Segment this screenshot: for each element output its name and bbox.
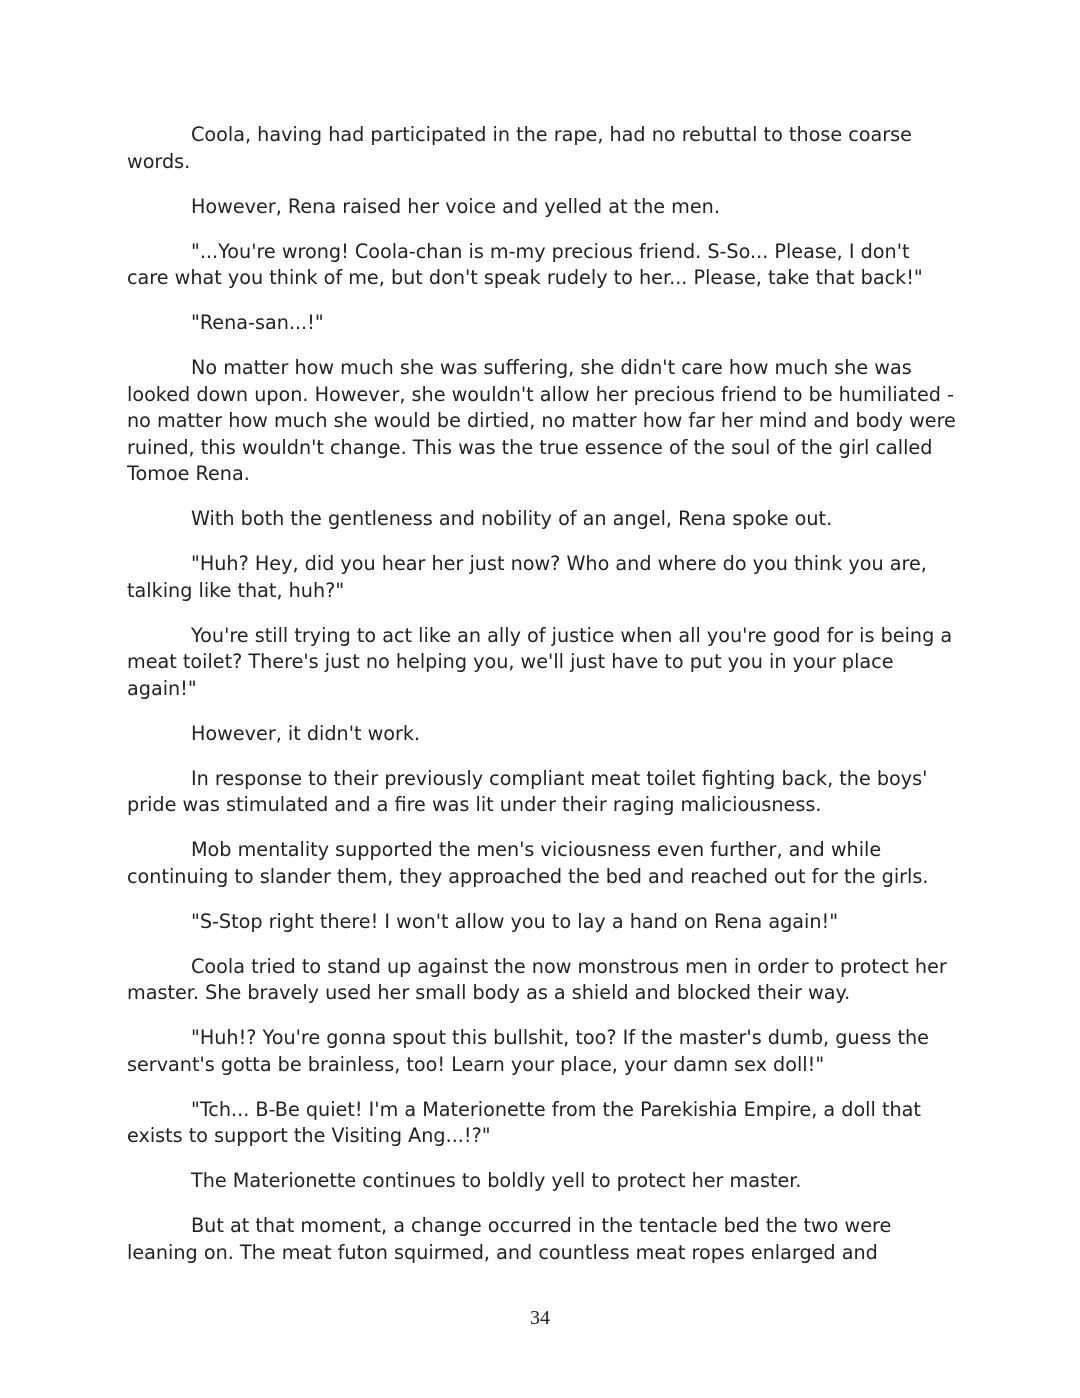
paragraph: Coola, having had participated in the rape, had no rebuttal to those coarse words. — [127, 123, 912, 173]
paragraph: But at that moment, a change occurred in the tentacle bed the two were leaning on. The meat futon squirmed, and countless meat ropes enlarged and — [127, 1214, 892, 1264]
paragraph: "...You're wrong! Coola-chan is m-my precious friend. S-So... Please, I don't care what you think of me, but don't speak rudely to her... Please, take that back!" — [127, 239, 923, 289]
paragraph: Mob mentality supported the men's viciousness even further, and while continuing to slander them, they approached the bed and reached out for the girls. — [127, 838, 929, 888]
paragraph: You're still trying to act like an ally of justice when all you're good for is being a meat toilet? There's just no helping you, we'll just have to put you in your place again!" — [127, 623, 953, 700]
paragraph: However, it didn't work. — [191, 721, 421, 745]
paragraph: In response to their previously compliant meat toilet fighting back, the boys' pride was stimulated and a fire was lit under their raging maliciousness. — [127, 766, 928, 816]
paragraph: The Materionette continues to boldly yell to protect her master. — [191, 1169, 802, 1192]
page-number: 34 — [530, 1307, 550, 1329]
paragraph: "Huh? Hey, did you hear her just now? Who and where do you think you are, talking like that, huh?" — [127, 552, 927, 602]
paragraph: However, Rena raised her voice and yelled at the men. — [191, 194, 720, 218]
paragraph: "Huh!? You're gonna spout this bullshit, too? If the master's dumb, guess the servant's gotta be brainless, too! Learn your place, your damn sex doll!" — [127, 1026, 929, 1076]
body-text — [127, 122, 957, 1285]
paragraph: Coola tried to stand up against the now monstrous men in order to protect her master. She bravely used her small body as a shield and blocked their way. — [127, 954, 947, 1004]
paragraph: "Rena-san...!" — [191, 311, 324, 334]
paragraph: With both the gentleness and nobility of an angel, Rena spoke out. — [191, 507, 833, 530]
paragraph: "Tch... B-Be quiet! I'm a Materionette from the Parekishia Empire, a doll that exists to support the Visiting Ang...!?" — [127, 1097, 921, 1147]
paragraph: "S-Stop right there! I won't allow you to lay a hand on Rena again!" — [191, 909, 839, 933]
paragraph: No matter how much she was suffering, she didn't care how much she was looked down upon. However, she wouldn't allow her precious friend to be humiliated - no matter how much she would be dirtied, no matter how far her mind and body were ruined, this wouldn't change. This was the true essence of the soul of the girl called Tomoe Rena. — [127, 356, 956, 485]
